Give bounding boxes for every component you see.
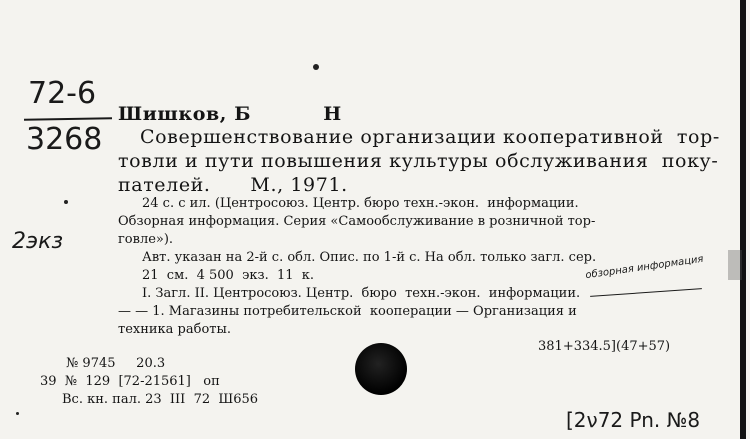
title-line-1: Совершенствование организации кооперативной тор- <box>140 126 720 148</box>
margin-note-underline <box>590 288 702 297</box>
description-line-3: говле»). <box>118 232 174 247</box>
handwritten-call-number-top: 72-6 <box>28 76 97 111</box>
footer-line-3: Вс. кн. пал. 23 III 72 Ш656 <box>62 392 259 407</box>
description-line-1: 24 с. с ил. (Центросоюз. Центр. бюро техн.-экон. информации. <box>142 196 579 211</box>
notes-line-2: 21 см. 4 500 экз. 11 к. <box>142 268 315 283</box>
card-punch-hole <box>355 343 407 395</box>
subjects-line-3: техника работы. <box>118 322 231 337</box>
title-line-3: пателей. М., 1971. <box>118 174 348 196</box>
right-edge-bar <box>740 0 746 439</box>
subjects-line-2: — — 1. Магазины потребительской кооперации — Организация и <box>118 304 577 319</box>
handwritten-call-number-bottom: 3268 <box>26 122 103 157</box>
ink-dot-bottom-left <box>16 412 19 415</box>
handwritten-copies-note: 2экз <box>12 229 64 254</box>
classification-index: 381+334.5](47+57) <box>538 339 671 354</box>
ink-dot-top <box>313 64 319 70</box>
description-line-2: Обзорная информация. Серия «Самообслуживание в розничной тор- <box>118 214 596 229</box>
call-number-divider <box>24 117 112 121</box>
ink-smear <box>728 250 742 280</box>
title-line-2: товли и пути повышения культуры обслуживания поку- <box>118 150 719 172</box>
subjects-line-1: I. Загл. II. Центросоюз. Центр. бюро техн.-экон. информации. <box>142 286 581 301</box>
author-heading: Шишков, Б Н <box>118 103 342 125</box>
notes-line-1: Авт. указан на 2-й с. обл. Опис. по 1-й с. На обл. только загл. сер. <box>142 250 597 265</box>
footer-line-2: 39 № 129 [72-21561] оп <box>40 374 220 389</box>
handwritten-bottom-right: [2ν72 Pn. №8 <box>566 408 701 432</box>
ink-dot-left <box>64 200 68 204</box>
handwritten-margin-note: обзорная информация <box>584 253 705 282</box>
footer-line-1: № 9745 20.3 <box>66 356 166 371</box>
